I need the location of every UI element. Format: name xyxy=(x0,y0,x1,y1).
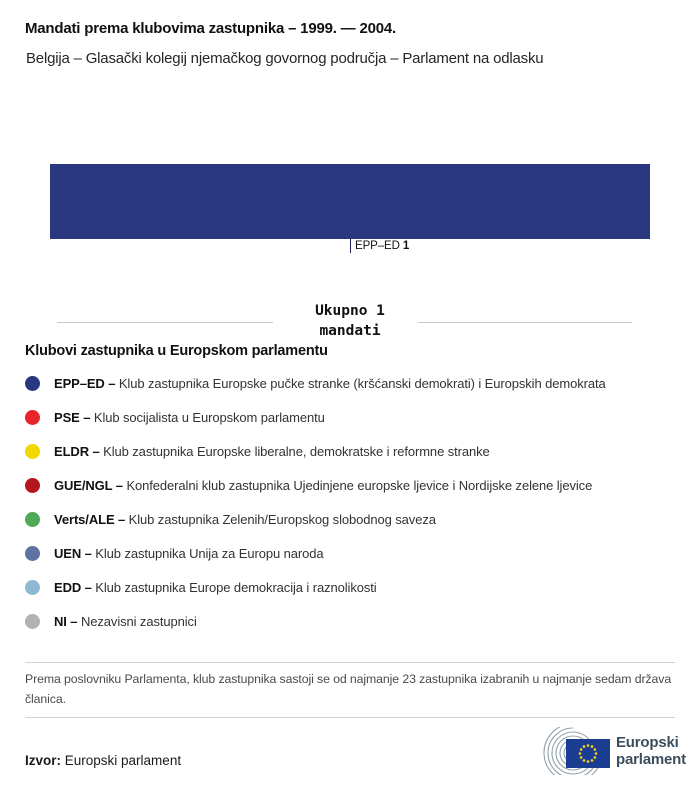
page-title: Mandati prema klubovima zastupnika – 1999. — 2004. xyxy=(25,20,396,37)
legend-desc: Klub zastupnika Europe demokracija i raznolikosti xyxy=(91,579,377,595)
ep-logo-text xyxy=(616,734,686,768)
bar-segment-epp-ed xyxy=(50,164,650,239)
legend-item-epp-ed xyxy=(25,366,675,400)
legend-dot-gue-ngl xyxy=(25,478,40,493)
legend-item-uen xyxy=(25,536,675,570)
segment-label-text xyxy=(351,239,409,252)
legend-item-verts-ale xyxy=(25,502,675,536)
legend-abbr: GUE/NGL – xyxy=(54,477,123,493)
ep-logo-line1: Europski xyxy=(616,734,679,751)
legend-item-pse xyxy=(25,400,675,434)
legend-abbr: EDD – xyxy=(54,579,92,595)
legend-dot-uen xyxy=(25,546,40,561)
legend-desc: Klub zastupnika Europske liberalne, demokratske i reformne stranke xyxy=(99,443,490,459)
source-line xyxy=(25,753,181,768)
segment-group-name: EPP–ED xyxy=(355,240,400,252)
source-label: Izvor: xyxy=(25,753,62,768)
legend-abbr: ELDR – xyxy=(54,443,100,459)
legend-item-eldr xyxy=(25,434,675,468)
legend-dot-pse xyxy=(25,410,40,425)
legend-item-ni xyxy=(25,604,675,638)
eu-flag xyxy=(566,739,610,768)
footnote: Prema poslovniku Parlamenta, klub zastupnika sastoji se od najmanje 23 zastupnika izabranih u najmanje sedam država članica. xyxy=(25,672,672,706)
legend-dot-ni xyxy=(25,614,40,629)
legend-abbr: EPP–ED – xyxy=(54,375,116,391)
bar-segment-label xyxy=(350,239,409,253)
legend-dot-epp-ed xyxy=(25,376,40,391)
legend-desc: Konfederalni klub zastupnika Ujedinjene europske ljevice i Nordijske zelene ljevice xyxy=(122,477,593,493)
legend-desc: Klub zastupnika Europske pučke stranke (kršćanski demokrati) i Europskih demokrata xyxy=(115,375,606,391)
legend-dot-eldr xyxy=(25,444,40,459)
page-subtitle: Belgija – Glasački kolegij njemačkog govornog područja – Parlament na odlasku xyxy=(26,50,544,67)
legend-item-edd xyxy=(25,570,675,604)
legend-abbr: UEN – xyxy=(54,545,92,561)
legend xyxy=(25,366,675,638)
segment-seat-count: 1 xyxy=(402,240,410,252)
ep-logo-line2: parlament xyxy=(616,751,686,768)
legend-heading: Klubovi zastupnika u Europskom parlamentu xyxy=(25,343,328,359)
european-parliament-logo xyxy=(528,727,686,775)
legend-item-gue-ngl xyxy=(25,468,675,502)
bar-label-row xyxy=(50,239,650,257)
footnote-divider-top xyxy=(25,662,675,663)
legend-abbr: NI – xyxy=(54,613,78,629)
legend-desc: Klub zastupnika Unija za Europu naroda xyxy=(91,545,324,561)
stacked-bar xyxy=(50,164,650,239)
ep-hemicycle-flag-icon xyxy=(528,727,610,775)
total-label-line2: mandati xyxy=(319,323,381,339)
legend-dot-verts-ale xyxy=(25,512,40,527)
legend-desc: Nezavisni zastupnici xyxy=(77,613,197,629)
total-label xyxy=(0,301,700,341)
total-label-line1: Ukupno 1 xyxy=(315,303,385,319)
legend-dot-edd xyxy=(25,580,40,595)
legend-abbr: PSE – xyxy=(54,409,91,425)
source-value: Europski parlament xyxy=(61,753,182,768)
legend-desc: Klub socijalista u Europskom parlamentu xyxy=(90,409,325,425)
legend-desc: Klub zastupnika Zelenih/Europskog slobodnog saveza xyxy=(125,511,436,527)
legend-abbr: Verts/ALE – xyxy=(54,511,126,527)
footnote-divider-bottom xyxy=(25,717,675,718)
